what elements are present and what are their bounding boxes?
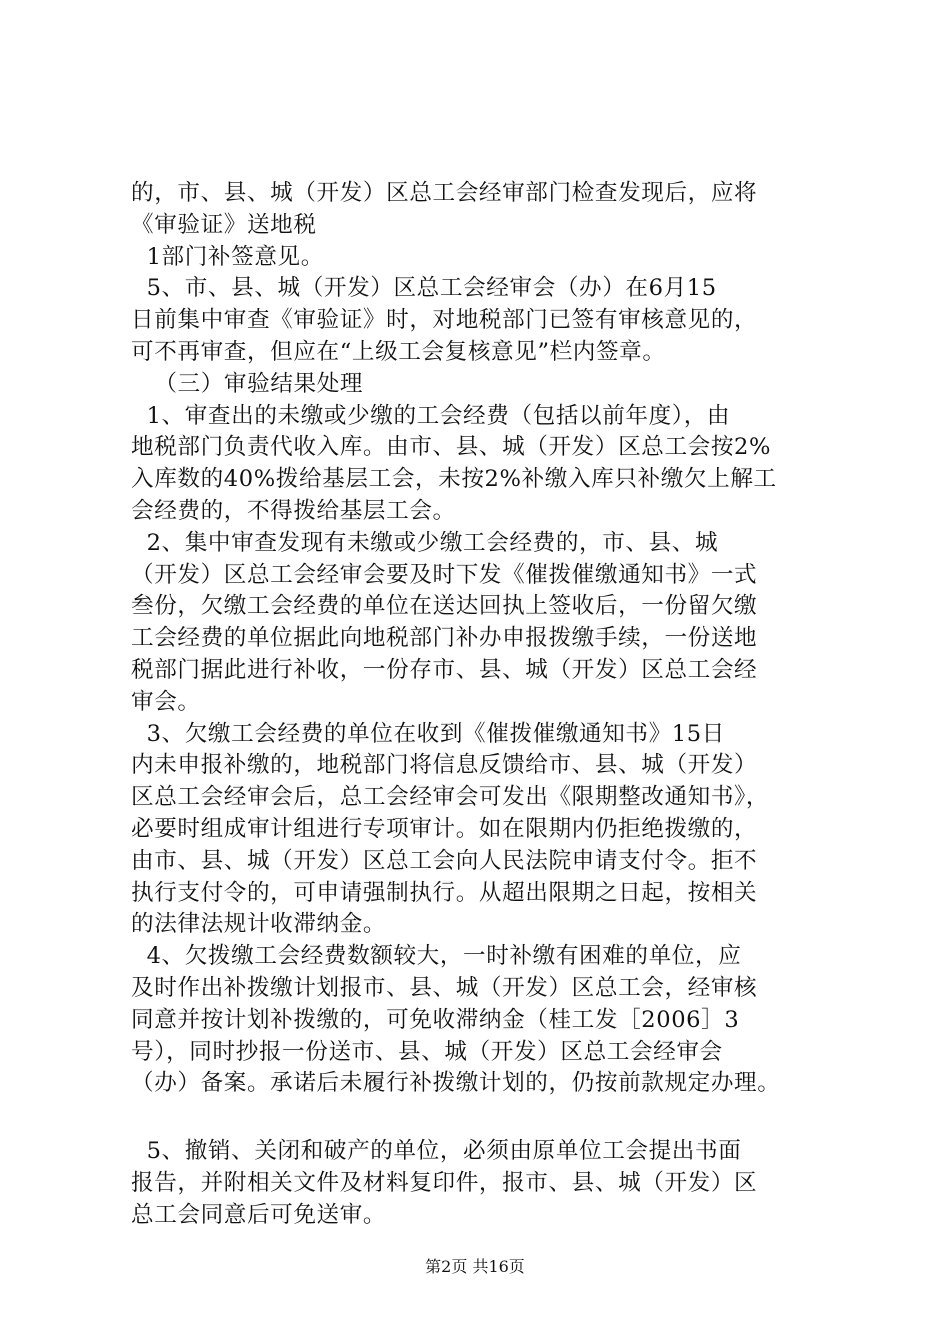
text-line: 必要时组成审计组进行专项审计。如在限期内仍拒绝拨缴的， <box>131 815 758 842</box>
text-line: 3、欠缴工会经费的单位在收到《催拨催缴通知书》15日 <box>131 720 725 747</box>
text-line: 号），同时抄报一份送市、县、城（开发）区总工会经审会 <box>131 1038 723 1065</box>
text-line: 的，市、县、城（开发）区总工会经审部门检查发现后，应将 <box>131 180 758 206</box>
text-line: 同意并按计划补拨缴的，可免收滞纳金（桂工发［2006］3 <box>131 1006 740 1033</box>
text-line: 1部门补签意见。 <box>131 243 324 270</box>
text-line: 地税部门负责代收入库。由市、县、城（开发）区总工会按2% <box>131 434 772 461</box>
text-line: 会经费的，不得拨给基层工会。 <box>131 497 456 524</box>
text-line: 1、审查出的未缴或少缴的工会经费（包括以前年度），由 <box>131 402 731 429</box>
text-line: 税部门据此进行补收，一份存市、县、城（开发）区总工会经 <box>131 656 758 683</box>
text-line: 总工会同意后可免送审。 <box>131 1201 387 1228</box>
text-line: 2、集中审查发现有未缴或少缴工会经费的，市、县、城 <box>131 529 719 556</box>
text-line: （开发）区总工会经审会要及时下发《催拨催缴通知书》一式 <box>131 561 758 588</box>
text-line: 区总工会经审会后，总工会经审会可发出《限期整改通知书》， <box>131 784 770 811</box>
page-number-footer: 第2页 共16页 <box>425 1257 525 1276</box>
text-line: （三）审验结果处理 <box>131 370 364 397</box>
text-line: 5、撤销、关闭和破产的单位，必须由原单位工会提出书面 <box>131 1138 742 1165</box>
text-line: 执行支付令的，可申请强制执行。从超出限期之日起，按相关 <box>131 879 758 906</box>
text-line: 报告，并附相关文件及材料复印件，报市、县、城（开发）区 <box>131 1169 758 1196</box>
document-body <box>131 178 831 1232</box>
text-line: 内未申报补缴的，地税部门将信息反馈给市、县、城（开发） <box>131 752 758 779</box>
text-line: 叁份，欠缴工会经费的单位在送达回执上签收后，一份留欠缴 <box>131 593 758 620</box>
text-line: 5、市、县、城（开发）区总工会经审会（办）在6月15 <box>131 275 717 302</box>
text-line: 《审验证》送地税 <box>131 211 317 238</box>
text-line <box>131 1100 831 1136</box>
text-line: 4、欠拨缴工会经费数额较大，一时补缴有困难的单位，应 <box>131 943 742 970</box>
text-line: 入库数的40%拨给基层工会，未按2%补缴入库只补缴欠上解工 <box>131 466 777 493</box>
text-line: 及时作出补拨缴计划报市、县、城（开发）区总工会，经审核 <box>131 974 758 1001</box>
text-line: 工会经费的单位据此向地税部门补办申报拨缴手续，一份送地 <box>131 625 758 652</box>
text-line: 可不再审查，但应在“上级工会复核意见”栏内签章。 <box>131 338 666 365</box>
text-line: 审会。 <box>131 688 201 715</box>
text-line: 日前集中审查《审验证》时，对地税部门已签有审核意见的， <box>131 307 758 334</box>
text-line: 的法律法规计收滞纳金。 <box>131 911 387 938</box>
text-line: （办）备案。承诺后未履行补拨缴计划的，仍按前款规定办理。 <box>131 1070 781 1097</box>
text-line: 由市、县、城（开发）区总工会向人民法院申请支付令。拒不 <box>131 847 758 874</box>
